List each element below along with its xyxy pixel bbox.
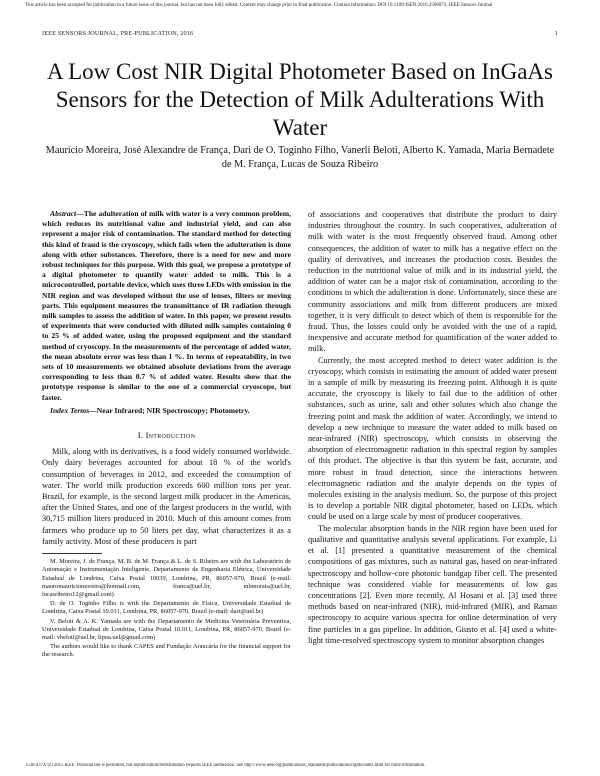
page-number: 1 <box>554 30 558 37</box>
intro-paragraph: Milk, along with its derivatives, is a food widely consumed worldwide. Only dairy beverages accounted for about 18 % of the world's consumption of beverages in 2012, and exceeded the consumption of water. The world milk production exceeds 600 million tons per year. Brazil, for example, is the second largest milk producer in the Americas, after the United States, and one of the largest producers in the world, with 30,715 million liters produced in 2010. Much of this amount comes from farmers who produce up to 50 liters per day, what characterizes it as a family activity. Most of these producers is part <box>42 447 291 546</box>
author-list: Maurício Moreira, José Alexandre de França, Dari de O. Toginho Filho, Vanerli Beloti, Alberto K. Yamada, Maria Bernadete de M. França, Lucas de Souza Ribeiro <box>45 145 555 170</box>
body-paragraph: The molecular absorption bands in the NIR region have been used for qualitative and quantitative analysis several applications. For example, Li et al. [1] presented a quantitative measurement of the chemical compositions of gas mixtures, such as natural gas, based on near-infrared spectroscopy and hollow-core photonic bandgap fiber cell. The presented technique was considered viable for measurements of low gas concentrations [2]. Even more recently, Al Hosani et al. [3] used three methods based on near-infrared (NIR), mid-infrared (MIR), and Raman spectroscopy to acquire various spectra for online determination of very fine particles in a gas pipeline. In addition, Giusto et al. [4] used a white-light time-resolved spectroscopy system to monitor absorption changes <box>308 523 557 645</box>
body-paragraph: Currently, the most accepted method to detect water addition is the cryoscopy, which consists in estimating the amount of added water present in a sample of milk by measuring its freezing point. Although it is quite accurate, the cryoscopy is likely to fail due to the addition of other substances, such as urine, salt and other solutes which also change the freezing point and mask the addition of water. Accordingly, we intend to develop a new technique to measure the water added to milk based on near-infrared (NIR) spectroscopy, which consists in observing the absorption of electromagnetic radiation in this spectral region by samples of this product. The objective is that this system be fast, accurate, and more robust in fraud detection, since the interactions between electromagnetic radiation and the analyte depends on the types of molecules existing in the analysis medium. So, the purpose of this project is to develop a portable NIR digital photometer, based on LEDs, which could be used on a large scale by most of producer cooperatives. <box>308 355 557 522</box>
running-header <box>42 30 558 37</box>
footnote-divider <box>42 553 102 554</box>
publication-notice-banner: This article has been accepted for publication in a future issue of this journal, but has not been fully edited. Content may change prior to final publication. Citation information: DOI 10.1109/JSEN.2016.2506073, IEEE Sensors Journal <box>25 3 493 8</box>
abstract <box>42 209 291 403</box>
index-terms-label: Index Terms <box>50 405 90 415</box>
abstract-label: Abstract <box>50 209 77 218</box>
abstract-text: —The adulteration of milk with water is a very common problem, which reduces its nutritional value and industrial yield, and can also represent a major risk of contamination. The standard method for detecting this kind of fraud is the cryoscopy, which fails when the adulteration is done along with other substances. Therefore, there is a need for new and more robust techniques for this purpose. With this goal, we propose a prototype of a digital photometer to quantify water added to milk. This is a microcontrolled, portable device, which uses three LEDs with emission in the NIR region and was developed without the use of lenses, filters or moving parts. This equipment measures the transmittance of IR radiation through milk samples to assess the addition of water. In this paper, we present results of experiments that were conducted with diluted milk samples containing 0 to 25 % of added water, using the proposed equipment and the standard method of cryoscopy. In the measurements of the percentage of added water, the mean absolute error was less than 1 %. In terms of repeatability, in two sets of 10 measurements we obtained absolute deviations from the average corresponding to less than 0.7 % of added water. Results show that the prototype response is similar to the one of a commercial cryoscope, but faster. <box>42 209 291 402</box>
copyright-footer: 1530-437X (c) 2015 IEEE. Personal use is permitted, but republication/redistribution requires IEEE permission. See http://www.ieee.org/publications_standards/publications/rights/index.html for more information. <box>25 763 426 768</box>
section-heading-introduction: I. Introduction <box>137 431 196 441</box>
journal-name: IEEE SENSORS JOURNAL, PRE-PUBLICATION, 2016 <box>42 30 194 37</box>
index-terms-text: —Near Infrared; NIR Spectroscopy; Photometry. <box>89 405 250 415</box>
paper-title: A Low Cost NIR Digital Photometer Based on InGaAs Sensors for the Detection of Milk Adulterations With Water <box>47 59 553 140</box>
right-column <box>308 209 557 646</box>
left-column <box>42 209 291 660</box>
footnote: D. de O. Toginho Filho is with the Departamento de Física, Universidade Estadual de Londrina, Caixa Postal 10.011, Londrina, PR, 86057-970, Brazil (e-mail: dari@uel.br) <box>42 600 291 616</box>
index-terms <box>42 406 291 416</box>
footnote: The authors would like to thank CAPES and Fundação Araucária for the financial support for the research. <box>42 643 291 659</box>
footnote: M. Moreira, J. de França, M. B. de M. França & L. de S. Ribeiro are with the Laboratório de Automação e Instrumentação Inteligente, Departamento de Engenharia Elétrica, Universidade Estadual de Londrina, Caixa Postal 10039, Londrina, PR, 86057-970, Brazil (e-mail: mauromauriciomoreira@hotmail.com, franca@uel.br, mbmorais@uel.br, lucasribeiro12@gmail.com) <box>42 558 291 598</box>
footnote: V. Beloti & A. K. Yamada are with the Departamento de Medicina Veterinária Preventiva, Universidade Estadual de Londrina, Caixa Postal 10.011, Londrina, PR, 86057-970, Brazil (e-mail: vbeloti@uel.br, lipoa.uel@gmail.com) <box>42 617 291 641</box>
body-paragraph: of associations and cooperatives that distribute the product to dairy industries throughout the country. In such cooperatives, adulteration of milk with water is the most frequently observed fraud. Among other consequences, the addition of water to milk has a negative effect on the quality of derivatives, and increases the production costs. Besides the reduction in the nutritional value of milk and in its industrial yield, the addition of water can be a major risk of contamination, according to the conditions in which the adulteration is done. Unfortunately, since these are community associations and milk from different producers are mixed together, it is very difficult to detect which of them is responsible for the fraud. Thus, the losses could only be avoided with the use of a rapid, inexpensive and accurate method for quantification of the water added to milk. <box>308 210 557 354</box>
